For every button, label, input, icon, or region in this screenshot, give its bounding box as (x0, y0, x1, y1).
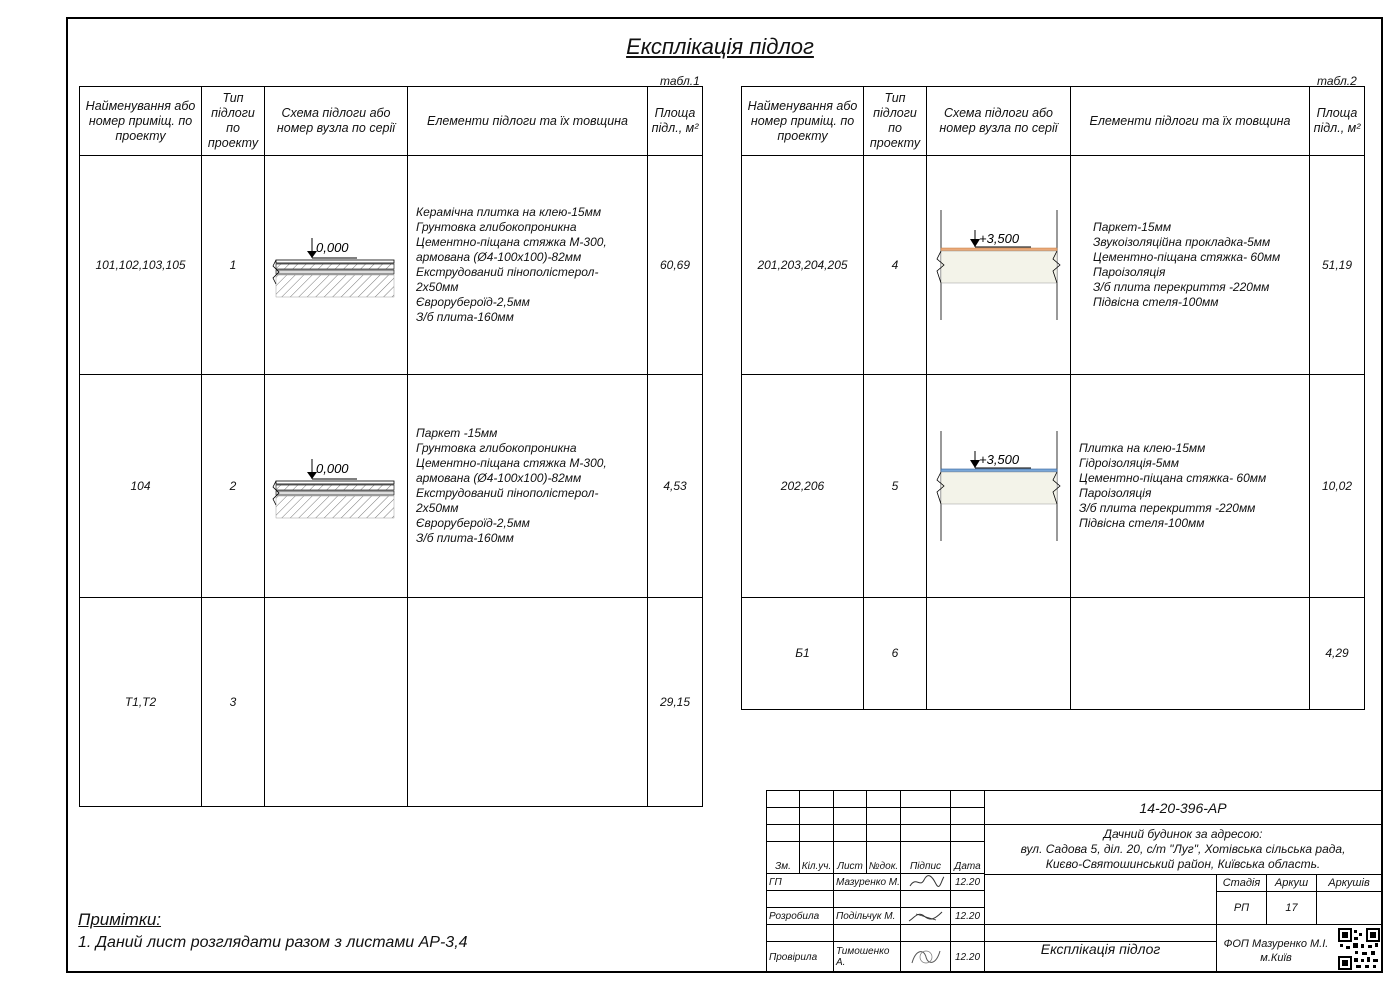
floor-table-1 (79, 86, 703, 807)
header-elements: Елементи підлоги та їх товщина (1071, 87, 1310, 156)
element-line: армована (Ø4-100х100)-82мм (416, 471, 582, 485)
stage-label: Стадія (1216, 874, 1267, 892)
element-line: Цементно-піщана стяжка- 60мм (1079, 471, 1267, 485)
floor-scheme-cell (265, 156, 408, 375)
project-address (984, 824, 1382, 875)
col-header-doc: №док. (866, 841, 901, 874)
signature (900, 941, 951, 973)
type-cell: 5 (864, 375, 927, 598)
sheets-value (1316, 891, 1382, 925)
col-header-signature: Підпис (900, 841, 951, 874)
header-scheme: Схема підлоги або номер вузла по серії (927, 87, 1071, 156)
role-label: Розробила (766, 907, 834, 925)
element-line: Єврорубероїд-2,5мм (416, 516, 530, 530)
floor-scheme-cell (927, 375, 1071, 598)
level-mark: +3,500 (978, 452, 1019, 467)
sheet-label: Аркуш (1266, 874, 1317, 892)
header-rooms: Найменування або номер приміщ. по проекту (742, 87, 864, 156)
element-line: Цементно-піщана стяжка М-300, (416, 456, 607, 470)
element-line: Паркет-15мм (1093, 220, 1172, 234)
sheets-label: Аркушів (1316, 874, 1382, 892)
elements-cell (408, 598, 648, 807)
element-line: Цементно-піщана стяжка М-300, (416, 235, 607, 249)
header-scheme: Схема підлоги або номер вузла по серії (265, 87, 408, 156)
header-area: Площа підл., м² (648, 87, 703, 156)
element-line: Екструдований пінополістерол- (416, 265, 599, 279)
element-line: Екструдований пінополістерол- (416, 486, 599, 500)
upper-floor-section-drawing (931, 210, 1067, 320)
ground-floor-section-drawing (272, 230, 400, 300)
level-mark: 0,000 (316, 240, 349, 255)
element-line: З/б плита-160мм (416, 310, 514, 324)
page-title: Експлікація підлог (626, 34, 814, 59)
floor-table-2 (741, 86, 1365, 710)
table-row (80, 598, 703, 807)
signature (900, 873, 951, 891)
header-area: Площа підл., м² (1310, 87, 1365, 156)
floor-scheme-cell (265, 598, 408, 807)
project-code: 14-20-396-АР (984, 790, 1382, 825)
role-label: ГП (766, 873, 834, 891)
level-mark: 0,000 (316, 461, 349, 476)
level-mark: +3,500 (978, 231, 1019, 246)
floor-scheme-cell (927, 598, 1071, 710)
table-row (742, 375, 1365, 598)
sign-date: 12.20 (950, 873, 985, 891)
elements-cell (408, 375, 648, 598)
rooms-cell: 202,206 (742, 375, 864, 598)
area-cell: 60,69 (648, 156, 703, 375)
element-line: Цементно-піщана стяжка- 60мм (1093, 250, 1281, 264)
sheet-value: 17 (1266, 891, 1317, 925)
header-type: Тип підлоги по проекту (864, 87, 927, 156)
element-line: Плитка на клею-15мм (1079, 441, 1206, 455)
element-line: Єврорубероїд-2,5мм (416, 295, 530, 309)
element-line: Звукоізоляційна прокладка-5мм (1093, 235, 1271, 249)
table-row (742, 156, 1365, 375)
type-cell: 1 (202, 156, 265, 375)
element-line: 2х50мм (416, 280, 459, 294)
area-cell: 10,02 (1310, 375, 1365, 598)
sign-date: 12.20 (950, 907, 985, 925)
floor-scheme-cell (265, 375, 408, 598)
notes-block (78, 910, 468, 952)
rooms-cell: 101,102,103,105 (80, 156, 202, 375)
ground-floor-section-drawing (272, 451, 400, 521)
stage-value: РП (1216, 891, 1267, 925)
signature-mark (906, 908, 946, 924)
header-elements: Елементи підлоги та їх товщина (408, 87, 648, 156)
company-city: м.Київ (1260, 952, 1292, 964)
element-line: З/б плита перекриття -220мм (1093, 280, 1270, 294)
elements-cell (1071, 156, 1310, 375)
element-line: Грунтовка глибокопроникна (416, 220, 577, 234)
header-rooms: Найменування або номер приміщ. по проекту (80, 87, 202, 156)
type-cell: 4 (864, 156, 927, 375)
element-line: З/б плита перекриття -220мм (1079, 501, 1256, 515)
address-line: вул. Садова 5, діл. 20, с/т "Луг", Хотівська сільська рада, (1020, 842, 1346, 856)
element-line: З/б плита-160мм (416, 531, 514, 545)
type-cell: 6 (864, 598, 927, 710)
qr-code-icon (1338, 928, 1380, 970)
element-line: Пароізоляція (1093, 265, 1166, 279)
type-cell: 2 (202, 375, 265, 598)
person-name: Подільчук М. (833, 907, 901, 925)
upper-floor-section-drawing (931, 431, 1067, 541)
signature-mark (906, 945, 946, 969)
address-line: Києво-Святошинський район, Київська область. (1045, 857, 1321, 871)
company-name: ФОП Мазуренко М.І. (1223, 938, 1329, 950)
col-header-date: Дата (950, 841, 985, 874)
area-cell: 29,15 (648, 598, 703, 807)
element-line: 2х50мм (416, 501, 459, 515)
rooms-cell: Б1 (742, 598, 864, 710)
floor-scheme-cell (927, 156, 1071, 375)
element-line: Підвісна стеля-100мм (1079, 516, 1205, 530)
element-line: Пароізоляція (1079, 486, 1152, 500)
element-line: Підвісна стеля-100мм (1093, 295, 1219, 309)
header-type: Тип підлоги по проекту (202, 87, 265, 156)
col-header-list: Лист (833, 841, 867, 874)
element-line: Гідроізоляція-5мм (1079, 456, 1179, 470)
elements-cell (1071, 375, 1310, 598)
rooms-cell: Т1,Т2 (80, 598, 202, 807)
area-cell: 51,19 (1310, 156, 1365, 375)
person-name: Тимошенко А. (833, 941, 901, 973)
table1-label: табл.1 (660, 74, 700, 88)
role-label: Провірила (766, 941, 834, 973)
elements-cell (1071, 598, 1310, 710)
document-title: Експлікація підлог (984, 924, 1217, 973)
element-line: Паркет -15мм (416, 426, 498, 440)
table-row (80, 375, 703, 598)
element-line: Керамічна плитка на клею-15мм (416, 205, 602, 219)
area-cell: 4,29 (1310, 598, 1365, 710)
sign-date: 12.20 (950, 941, 985, 973)
element-line: Грунтовка глибокопроникна (416, 441, 577, 455)
company-block (1216, 924, 1382, 973)
note-line: 1. Даний лист розглядати разом з листами АР-3,4 (78, 934, 468, 951)
table2-label: табл.2 (1317, 74, 1357, 88)
rooms-cell: 104 (80, 375, 202, 598)
signature (900, 907, 951, 925)
type-cell: 3 (202, 598, 265, 807)
table-row (80, 156, 703, 375)
address-line: Дачний будинок за адресою: (1103, 827, 1263, 841)
signature-mark (906, 874, 946, 890)
rooms-cell: 201,203,204,205 (742, 156, 864, 375)
elements-cell (408, 156, 648, 375)
col-header-zm: Зм. (766, 841, 800, 874)
element-line: армована (Ø4-100х100)-82мм (416, 250, 582, 264)
table-row (742, 598, 1365, 710)
person-name: Мазуренко М. (833, 873, 901, 891)
col-header-kilkist: Кіл.уч. (799, 841, 834, 874)
area-cell: 4,53 (648, 375, 703, 598)
title-block (766, 790, 1382, 973)
notes-heading: Примітки: (78, 910, 162, 929)
